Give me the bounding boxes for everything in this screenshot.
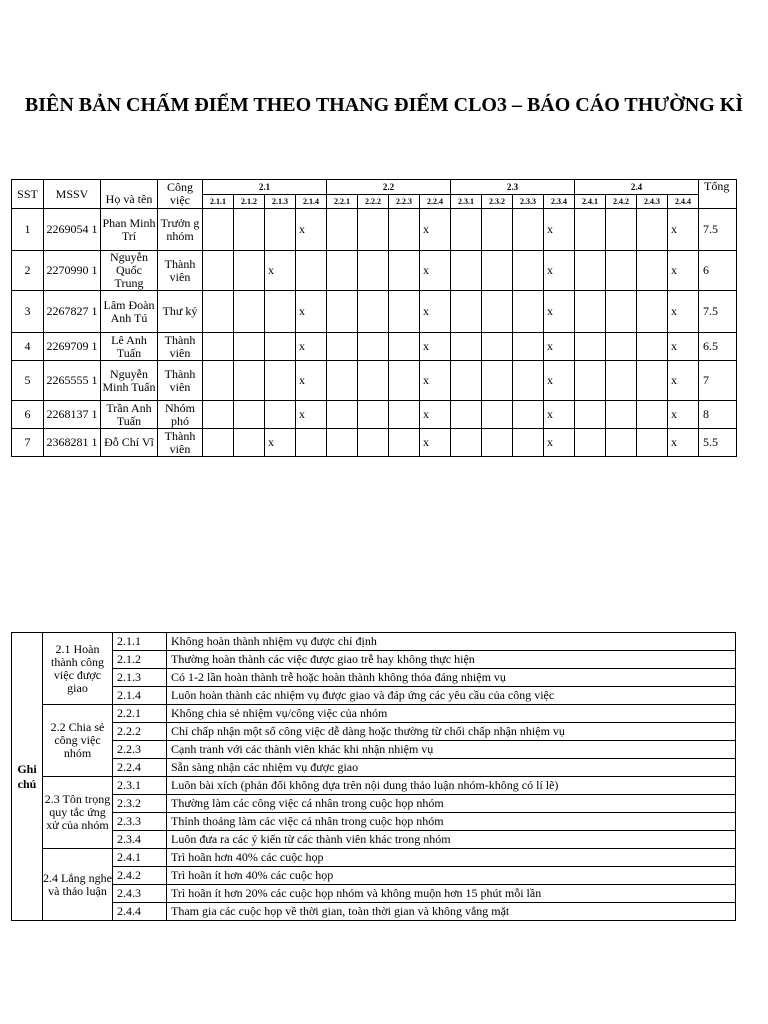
cell-ho-ten: Lê Anh Tuấn <box>101 333 158 361</box>
cell-mark <box>451 333 482 361</box>
header-cong-viec: Công việc <box>158 180 203 209</box>
cell-mark <box>389 209 420 251</box>
criteria-description: Cạnh tranh với các thành viên khác khi nhận nhiệm vụ <box>167 741 736 759</box>
criteria-description: Thường hoàn thành các việc được giao trễ hay không thực hiện <box>167 651 736 669</box>
note-row <box>12 687 736 705</box>
table-row <box>12 251 737 291</box>
cell-mark <box>327 209 358 251</box>
cell-mark <box>637 333 668 361</box>
cell-mark: x <box>420 251 451 291</box>
cell-mark <box>637 291 668 333</box>
cell-mark <box>296 429 327 457</box>
score-table <box>11 179 737 457</box>
cell-mark <box>296 251 327 291</box>
table-row <box>12 291 737 333</box>
score-table-body <box>12 209 737 457</box>
cell-mark: x <box>420 401 451 429</box>
table-row <box>12 361 737 401</box>
header-group-2-4: 2.4 <box>575 180 699 195</box>
subheader-2-2-2: 2.2.2 <box>358 195 389 209</box>
cell-mark <box>203 251 234 291</box>
cell-mark <box>482 361 513 401</box>
cell-mark <box>327 333 358 361</box>
criteria-code: 2.2.1 <box>113 705 167 723</box>
cell-mark <box>606 333 637 361</box>
cell-mark <box>513 251 544 291</box>
cell-tong: 6 <box>699 251 737 291</box>
criteria-code: 2.1.2 <box>113 651 167 669</box>
criteria-description: Thường làm các công việc cá nhân trong cuộc họp nhóm <box>167 795 736 813</box>
cell-mark <box>513 209 544 251</box>
cell-mssv: 2268137 1 <box>44 401 101 429</box>
criteria-code: 2.2.3 <box>113 741 167 759</box>
cell-mark: x <box>420 209 451 251</box>
cell-mark <box>327 291 358 333</box>
cell-mark <box>358 361 389 401</box>
subheader-2-2-1: 2.2.1 <box>327 195 358 209</box>
cell-mark <box>513 291 544 333</box>
criteria-description: Luôn hoàn thành các nhiệm vụ được giao và đáp ứng các yêu cầu của công việc <box>167 687 736 705</box>
subheader-2-1-3: 2.1.3 <box>265 195 296 209</box>
note-row <box>12 759 736 777</box>
note-row <box>12 633 736 651</box>
cell-mssv: 2265555 1 <box>44 361 101 401</box>
cell-mark <box>482 401 513 429</box>
cell-mark: x <box>544 291 575 333</box>
note-row <box>12 777 736 795</box>
cell-mark <box>606 291 637 333</box>
cell-sst: 1 <box>12 209 44 251</box>
cell-mark <box>265 401 296 429</box>
cell-mark <box>234 333 265 361</box>
cell-mark: x <box>265 251 296 291</box>
cell-mark: x <box>420 291 451 333</box>
criteria-code: 2.2.4 <box>113 759 167 777</box>
cell-mssv: 2269054 1 <box>44 209 101 251</box>
notes-table-body <box>12 633 736 921</box>
cell-ho-ten: Nguyễn Quốc Trung <box>101 251 158 291</box>
cell-mark: x <box>544 333 575 361</box>
cell-mark <box>606 401 637 429</box>
header-group-2-1: 2.1 <box>203 180 327 195</box>
cell-mark <box>606 251 637 291</box>
note-row <box>12 795 736 813</box>
criteria-code: 2.4.3 <box>113 885 167 903</box>
cell-mark <box>575 333 606 361</box>
cell-mark <box>234 209 265 251</box>
cell-cong-viec: Trưởn g nhóm <box>158 209 203 251</box>
cell-tong: 7 <box>699 361 737 401</box>
subheader-2-3-1: 2.3.1 <box>451 195 482 209</box>
cell-mark <box>234 401 265 429</box>
cell-ho-ten: Phan Minh Trí <box>101 209 158 251</box>
header-group-2-2: 2.2 <box>327 180 451 195</box>
cell-mark <box>389 361 420 401</box>
cell-mark <box>203 361 234 401</box>
criteria-description: Có 1-2 lần hoàn thành trễ hoặc hoàn thành không thỏa đáng nhiệm vụ <box>167 669 736 687</box>
cell-sst: 2 <box>12 251 44 291</box>
note-row <box>12 741 736 759</box>
criteria-description: Trì hoãn ít hơn 20% các cuộc họp nhóm và không muộn hơn 15 phút mỗi lần <box>167 885 736 903</box>
criteria-code: 2.2.2 <box>113 723 167 741</box>
subheader-2-4-1: 2.4.1 <box>575 195 606 209</box>
criteria-description: Trì hoãn ít hơn 40% các cuộc họp <box>167 867 736 885</box>
cell-mark <box>637 209 668 251</box>
cell-ho-ten: Trần Anh Tuấn <box>101 401 158 429</box>
cell-sst: 6 <box>12 401 44 429</box>
note-row <box>12 723 736 741</box>
criteria-code: 2.3.3 <box>113 813 167 831</box>
cell-mark <box>234 361 265 401</box>
cell-mark: x <box>544 209 575 251</box>
criteria-code: 2.3.4 <box>113 831 167 849</box>
cell-mark: x <box>265 429 296 457</box>
cell-mark <box>575 401 606 429</box>
cell-mark <box>203 291 234 333</box>
cell-mark: x <box>668 333 699 361</box>
cell-mark <box>575 209 606 251</box>
header-tong: Tổng <box>699 180 737 209</box>
criteria-code: 2.4.2 <box>113 867 167 885</box>
criteria-code: 2.1.3 <box>113 669 167 687</box>
cell-mark <box>389 291 420 333</box>
criteria-code: 2.4.4 <box>113 903 167 921</box>
notes-table <box>11 632 736 921</box>
cell-mark <box>358 291 389 333</box>
cell-mark: x <box>296 401 327 429</box>
cell-mark: x <box>420 333 451 361</box>
subheader-2-2-4: 2.2.4 <box>420 195 451 209</box>
cell-mark <box>389 333 420 361</box>
cell-mark <box>637 251 668 291</box>
cell-mark <box>234 291 265 333</box>
header-sst: SST <box>12 180 44 209</box>
cell-mark: x <box>668 209 699 251</box>
cell-sst: 5 <box>12 361 44 401</box>
cell-mark <box>234 429 265 457</box>
subheader-2-2-3: 2.2.3 <box>389 195 420 209</box>
cell-mark <box>451 251 482 291</box>
cell-mark: x <box>420 429 451 457</box>
cell-mark: x <box>668 291 699 333</box>
cell-sst: 3 <box>12 291 44 333</box>
cell-mark <box>203 333 234 361</box>
header-mssv: MSSV <box>44 180 101 209</box>
cell-mark <box>482 251 513 291</box>
subheader-2-4-4: 2.4.4 <box>668 195 699 209</box>
note-row <box>12 651 736 669</box>
cell-tong: 7.5 <box>699 291 737 333</box>
criteria-description: Tham gia các cuộc họp về thời gian, toàn thời gian và không vắng mặt <box>167 903 736 921</box>
cell-mark <box>265 333 296 361</box>
cell-mark <box>358 401 389 429</box>
cell-cong-viec: Thành viên <box>158 333 203 361</box>
cell-mark <box>327 361 358 401</box>
cell-mark <box>606 361 637 401</box>
cell-mark <box>451 361 482 401</box>
cell-mark <box>234 251 265 291</box>
note-row <box>12 813 736 831</box>
subheader-2-4-3: 2.4.3 <box>637 195 668 209</box>
cell-mark: x <box>420 361 451 401</box>
cell-mssv: 2270990 1 <box>44 251 101 291</box>
cell-ho-ten: Nguyễn Minh Tuấn <box>101 361 158 401</box>
cell-mark <box>482 209 513 251</box>
header-ho-ten: Họ và tên <box>101 180 158 209</box>
cell-mark <box>327 401 358 429</box>
cell-mark <box>637 429 668 457</box>
cell-cong-viec: Thành viên <box>158 429 203 457</box>
cell-mark <box>451 209 482 251</box>
cell-mark: x <box>296 291 327 333</box>
table-row <box>12 429 737 457</box>
cell-sst: 4 <box>12 333 44 361</box>
criteria-code: 2.1.1 <box>113 633 167 651</box>
criteria-code: 2.4.1 <box>113 849 167 867</box>
cell-tong: 7.5 <box>699 209 737 251</box>
cell-mark <box>637 361 668 401</box>
subheader-2-1-2: 2.1.2 <box>234 195 265 209</box>
cell-mark <box>203 401 234 429</box>
cell-mark <box>513 429 544 457</box>
cell-cong-viec: Thành viên <box>158 361 203 401</box>
cell-mark <box>203 429 234 457</box>
cell-mark: x <box>668 401 699 429</box>
criteria-description: Luôn bài xích (phản đối không dựa trên nội dung thảo luận nhóm-không có lí lẽ) <box>167 777 736 795</box>
cell-mark: x <box>544 429 575 457</box>
note-row <box>12 849 736 867</box>
cell-mark: x <box>668 429 699 457</box>
cell-mark <box>389 251 420 291</box>
subheader-2-3-2: 2.3.2 <box>482 195 513 209</box>
note-row <box>12 903 736 921</box>
subheader-2-3-3: 2.3.3 <box>513 195 544 209</box>
criteria-description: Không chia sẻ nhiệm vụ/công việc của nhóm <box>167 705 736 723</box>
cell-mark <box>513 401 544 429</box>
notes-label: Ghi chú <box>12 633 43 921</box>
cell-mssv: 2269709 1 <box>44 333 101 361</box>
criteria-description: Luôn đưa ra các ý kiến từ các thành viên khác trong nhóm <box>167 831 736 849</box>
cell-mark <box>358 251 389 291</box>
cell-mark: x <box>296 209 327 251</box>
subheader-2-1-4: 2.1.4 <box>296 195 327 209</box>
cell-mark <box>358 333 389 361</box>
cell-mark <box>203 209 234 251</box>
cell-mark <box>606 429 637 457</box>
criteria-group-name: 2.3 Tôn trọng quy tắc ứng xử của nhóm <box>43 777 113 849</box>
criteria-code: 2.1.4 <box>113 687 167 705</box>
cell-mark <box>482 291 513 333</box>
cell-mark <box>265 291 296 333</box>
subheader-2-3-4: 2.3.4 <box>544 195 575 209</box>
criteria-description: Trì hoãn hơn 40% các cuộc họp <box>167 849 736 867</box>
table-row <box>12 401 737 429</box>
cell-mark <box>265 209 296 251</box>
cell-mark <box>513 333 544 361</box>
cell-mark <box>575 361 606 401</box>
cell-mark <box>575 251 606 291</box>
cell-mssv: 2368281 1 <box>44 429 101 457</box>
note-row <box>12 885 736 903</box>
note-row <box>12 705 736 723</box>
cell-cong-viec: Thành viên <box>158 251 203 291</box>
cell-mark <box>265 361 296 401</box>
cell-mark <box>389 401 420 429</box>
criteria-code: 2.3.2 <box>113 795 167 813</box>
cell-mssv: 2267827 1 <box>44 291 101 333</box>
cell-mark <box>451 429 482 457</box>
cell-mark <box>575 291 606 333</box>
cell-mark <box>358 429 389 457</box>
cell-mark <box>327 429 358 457</box>
header-group-2-3: 2.3 <box>451 180 575 195</box>
cell-sst: 7 <box>12 429 44 457</box>
note-row <box>12 867 736 885</box>
note-row <box>12 831 736 849</box>
cell-mark <box>358 209 389 251</box>
cell-mark: x <box>296 333 327 361</box>
criteria-description: Không hoàn thành nhiệm vụ được chỉ định <box>167 633 736 651</box>
cell-mark <box>513 361 544 401</box>
cell-mark <box>482 333 513 361</box>
cell-mark <box>637 401 668 429</box>
note-row <box>12 669 736 687</box>
cell-mark <box>451 291 482 333</box>
cell-ho-ten: Lâm Đoàn Anh Tú <box>101 291 158 333</box>
cell-mark: x <box>544 361 575 401</box>
criteria-group-name: 2.1 Hoàn thành công việc được giao <box>43 633 113 705</box>
criteria-group-name: 2.2 Chia sẻ công việc nhóm <box>43 705 113 777</box>
cell-mark: x <box>668 361 699 401</box>
cell-cong-viec: Thư ký <box>158 291 203 333</box>
criteria-description: Thỉnh thoảng làm các việc cá nhân trong cuộc họp nhóm <box>167 813 736 831</box>
cell-mark: x <box>544 251 575 291</box>
cell-tong: 6.5 <box>699 333 737 361</box>
criteria-group-name: 2.4 Lắng nghe và thảo luận <box>43 849 113 921</box>
cell-mark <box>451 401 482 429</box>
subheader-2-4-2: 2.4.2 <box>606 195 637 209</box>
cell-cong-viec: Nhóm phó <box>158 401 203 429</box>
cell-ho-ten: Đỗ Chí Vĩ <box>101 429 158 457</box>
criteria-code: 2.3.1 <box>113 777 167 795</box>
cell-mark <box>606 209 637 251</box>
table-row <box>12 333 737 361</box>
subheader-2-1-1: 2.1.1 <box>203 195 234 209</box>
criteria-description: Sẵn sàng nhận các nhiệm vụ được giao <box>167 759 736 777</box>
criteria-description: Chỉ chấp nhận một số công việc dễ dàng hoặc thường từ chối chấp nhận nhiệm vụ <box>167 723 736 741</box>
cell-tong: 8 <box>699 401 737 429</box>
cell-mark: x <box>668 251 699 291</box>
cell-mark <box>482 429 513 457</box>
cell-mark <box>327 251 358 291</box>
cell-mark <box>389 429 420 457</box>
document-title: BIÊN BẢN CHẤM ĐIỂM THEO THANG ĐIỂM CLO3 – BÁO CÁO THƯỜNG KÌ <box>24 94 744 116</box>
cell-tong: 5.5 <box>699 429 737 457</box>
table-row <box>12 209 737 251</box>
cell-mark <box>575 429 606 457</box>
cell-mark: x <box>296 361 327 401</box>
cell-mark: x <box>544 401 575 429</box>
